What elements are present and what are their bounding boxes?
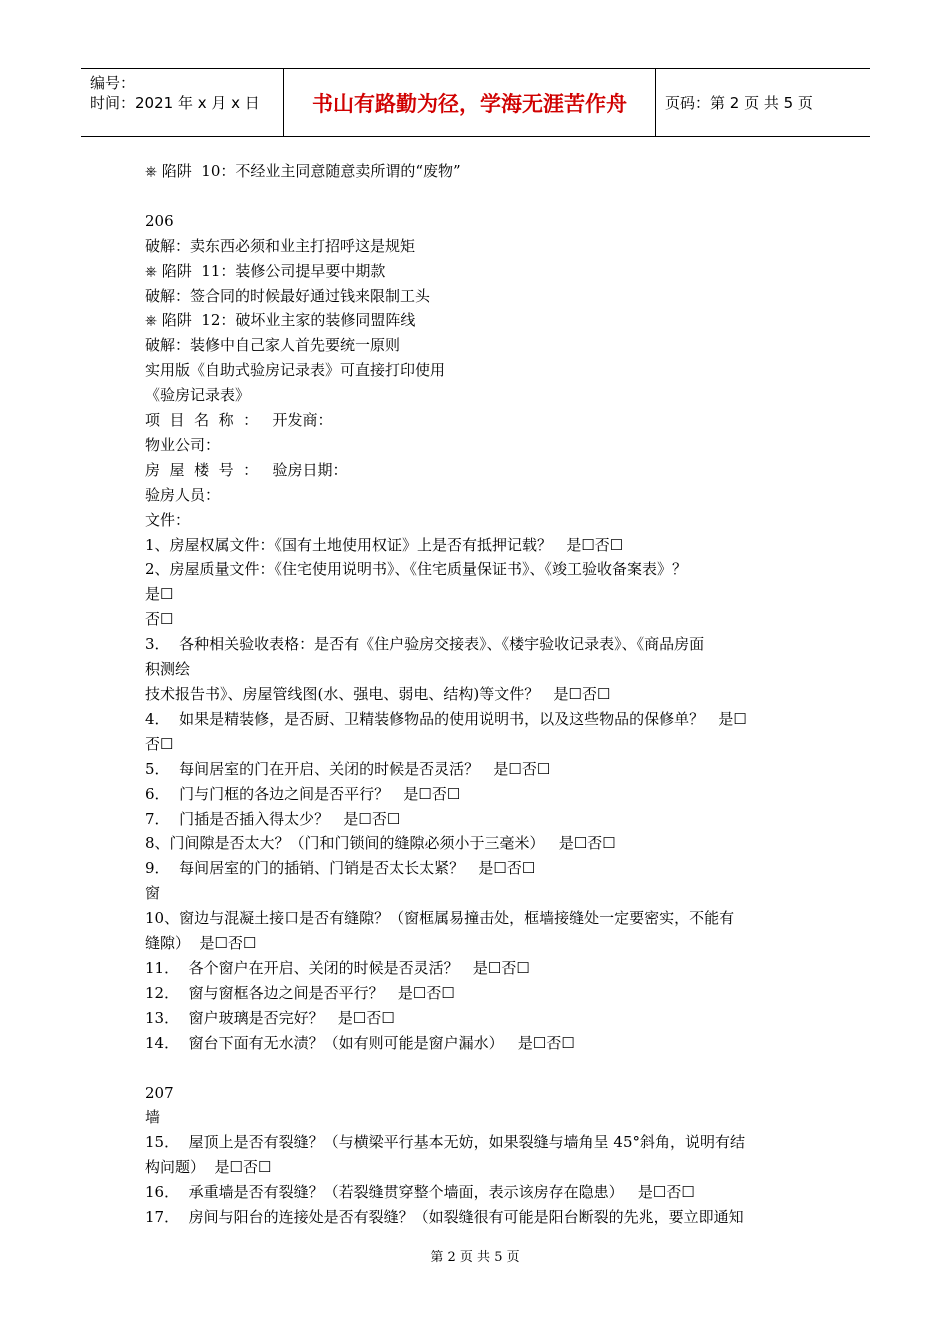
text-line: 12． 窗与窗框各边之间是否平行？ 是☐否☐: [145, 983, 455, 1002]
text-line: 11． 各个窗户在开启、关闭的时候是否灵活？ 是☐否☐: [145, 958, 530, 977]
header-time: 时间：2021 年 x 月 x 日: [90, 94, 260, 112]
text-line: 9． 每间居室的门的插销、门销是否太长太紧？ 是☐否☐: [145, 859, 536, 878]
text-line: 16． 承重墙是否有裂缝？（若裂缝贯穿整个墙面，表示该房存在隐患） 是☐否☐: [145, 1183, 695, 1202]
text-line: 《验房记录表》: [145, 386, 251, 405]
text-line: 8、门间隙是否太大？（门和门锁间的缝隙必须小于三毫米） 是☐否☐: [145, 834, 616, 853]
text-line: 缝隙） 是☐否☐: [145, 934, 257, 953]
text-line: 13． 窗户玻璃是否完好？ 是☐否☐: [145, 1008, 395, 1027]
text-line: 项 目 名 称 ： 开发商：: [145, 411, 333, 430]
text-line: 墙: [145, 1108, 161, 1127]
text-line: 10、窗边与混凝土接口是否有缝隙？（窗框属易撞击处，框墙接缝处一定要密实，不能有: [145, 909, 735, 928]
text-line: 15． 屋顶上是否有裂缝？（与横梁平行基本无妨，如果裂缝与墙角呈 45°斜角，说明有结: [145, 1133, 745, 1152]
text-line: 4． 如果是精装修，是否厨、卫精装修物品的使用说明书，以及这些物品的保修单？ 是☐: [145, 709, 747, 728]
text-line: 破解：签合同的时候最好通过钱来限制工头: [145, 286, 431, 305]
text-line: 房 屋 楼 号 ： 验房日期：: [145, 460, 348, 479]
page-header: [81, 68, 870, 137]
text-line: 207: [145, 1083, 174, 1102]
text-line: 实用版《自助式验房记录表》可直接打印使用: [145, 361, 446, 380]
text-line: 3． 各种相关验收表格：是否有《住户验房交接表》、《楼宇验收记录表》、《商品房面: [145, 635, 705, 654]
text-line: 5． 每间居室的门在开启、关闭的时候是否灵活？ 是☐否☐: [145, 759, 551, 778]
text-line: ⎈ 陷阱 10：不经业主同意随意卖所谓的“废物”: [145, 162, 461, 180]
text-line: 文件：: [145, 510, 191, 529]
text-line: 物业公司：: [145, 435, 221, 454]
text-line: 构问题） 是☐否☐: [145, 1158, 272, 1177]
header-number: 编号：: [90, 74, 136, 92]
text-line: 破解：卖东西必须和业主打招呼这是规矩: [145, 236, 416, 255]
text-line: 破解：装修中自己家人首先要统一原则: [145, 336, 401, 355]
text-line: 14． 窗台下面有无水渍？（如有则可能是窗户漏水） 是☐否☐: [145, 1033, 575, 1052]
text-line: 否☐: [145, 734, 174, 753]
text-line: 是☐: [145, 585, 174, 604]
text-line: 技术报告书》、房屋管线图(水、强电、弱电、结构)等文件？ 是☐否☐: [145, 685, 611, 704]
text-line: ⎈ 陷阱 11：装修公司提早要中期款: [145, 261, 386, 280]
header-page-number: 页码：第 2 页 共 5 页: [665, 94, 813, 112]
text-line: 17． 房间与阳台的连接处是否有裂缝？（如裂缝很有可能是阳台断裂的先兆，要立即通知: [145, 1208, 744, 1227]
header-motto: 书山有路勤为径，学海无涯苦作舟: [283, 69, 656, 136]
text-line: 6． 门与门框的各边之间是否平行？ 是☐否☐: [145, 784, 461, 803]
text-line: 窗: [145, 884, 161, 903]
text-line: ⎈ 陷阱 12：破坏业主家的装修同盟阵线: [145, 311, 416, 330]
text-line: 验房人员：: [145, 485, 221, 504]
document-body: [145, 159, 810, 1230]
text-line: 206: [145, 211, 174, 230]
text-line: 7． 门插是否插入得太少？ 是☐否☐: [145, 809, 401, 828]
text-line: 2、房屋质量文件：《住宅使用说明书》、《住宅质量保证书》、《竣工验收备案表》？: [145, 560, 688, 579]
text-line: [145, 1056, 810, 1081]
header-meta: [81, 69, 283, 136]
text-line: 1、房屋权属文件：《国有土地使用权证》上是否有抵押记载？ 是☐否☐: [145, 535, 624, 554]
page-footer: 第 2 页 共 5 页: [430, 1250, 520, 1265]
text-line: 积测绘: [145, 660, 191, 679]
text-line: [145, 184, 810, 209]
text-line: 否☐: [145, 610, 174, 629]
